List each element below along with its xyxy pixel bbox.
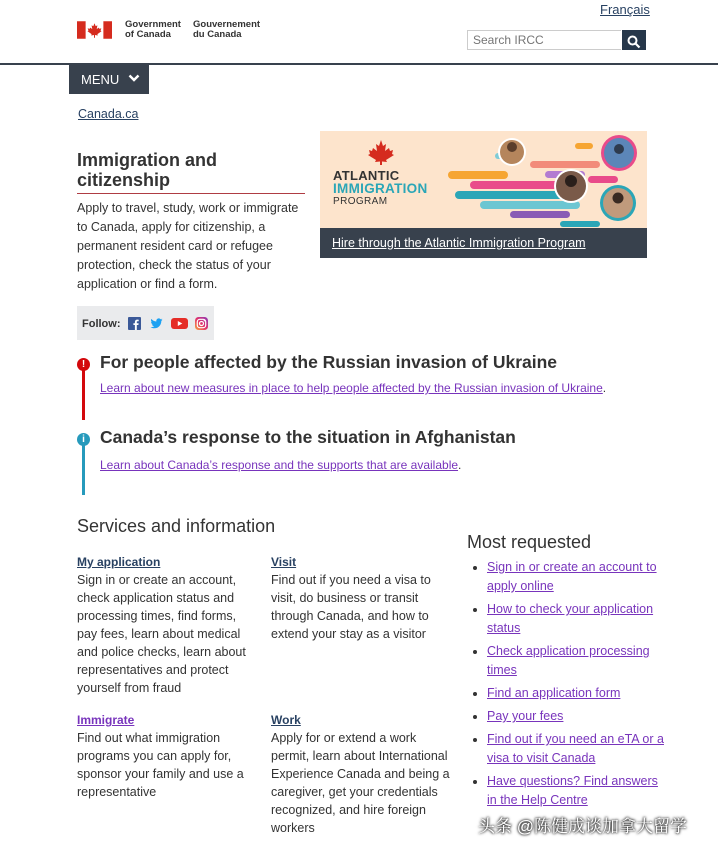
- visit-link[interactable]: Visit: [271, 555, 297, 569]
- banner-image: [320, 131, 647, 228]
- service-description: Find out if you need a visa to visit, do business or transit through Canada, and how to extend your stay as a visitor: [271, 573, 431, 641]
- check-status-link[interactable]: How to check your application status: [487, 602, 654, 635]
- search-button[interactable]: [622, 30, 646, 50]
- list-item: [487, 642, 667, 680]
- service-immigrate: [77, 711, 257, 801]
- application-form-link[interactable]: Find an application form: [487, 686, 621, 700]
- service-description: Find out what immigration programs you can apply for, sponsor your family and use a representative: [77, 731, 244, 799]
- language-toggle-link[interactable]: Français: [600, 2, 650, 17]
- social-follow-bar: [77, 306, 214, 340]
- atlantic-program-link[interactable]: Hire through the Atlantic Immigration Program: [332, 236, 586, 250]
- search-input[interactable]: [467, 30, 621, 50]
- alert-text: [100, 381, 606, 395]
- youtube-icon[interactable]: [171, 317, 188, 330]
- breadcrumb-home-link[interactable]: Canada.ca: [78, 107, 139, 121]
- pay-fees-link[interactable]: Pay your fees: [487, 709, 564, 723]
- alert-suffix: .: [602, 381, 607, 395]
- immigrate-link[interactable]: Immigrate: [77, 713, 135, 727]
- processing-times-link[interactable]: Check application processing times: [487, 644, 650, 677]
- facebook-icon[interactable]: [128, 317, 141, 330]
- alert-title: For people affected by the Russian invasion of Ukraine: [100, 352, 558, 372]
- menu-label: MENU: [81, 72, 120, 87]
- my-application-link[interactable]: My application: [77, 555, 161, 569]
- banner-line-1: ATLANTIC: [333, 168, 400, 183]
- title-underline: [77, 193, 305, 194]
- most-requested-list: [474, 558, 667, 814]
- afghanistan-response-link[interactable]: Learn about Canada’s response and the supports that are available: [100, 458, 459, 472]
- list-item: [487, 684, 667, 703]
- alert-text: [100, 458, 461, 472]
- list-item: [487, 707, 667, 726]
- list-item: [487, 730, 667, 768]
- chevron-down-icon: [128, 74, 140, 83]
- page-title: Immigration and citizenship: [77, 150, 218, 190]
- help-centre-link[interactable]: Have questions? Find answers in the Help Centre: [487, 774, 658, 807]
- follow-label: Follow:: [82, 318, 121, 330]
- menu-button[interactable]: [69, 65, 149, 94]
- service-description: Apply for or extend a work permit, learn about International Experience Canada and being a caregiver, get your credentials recognized, and hire foreign workers: [271, 731, 450, 835]
- instagram-icon[interactable]: [195, 317, 208, 330]
- intro-text: Apply to travel, study, work or immigrate to Canada, apply for citizenship, a permanent resident card or refugee protection, check the status of your application or find a form.: [77, 201, 299, 291]
- banner-line-2: IMMIGRATION: [333, 181, 428, 196]
- services-title: Services and information: [77, 516, 276, 536]
- eta-visa-link[interactable]: Find out if you need an eTA or a visa to visit Canada: [487, 732, 664, 765]
- canada-flag-icon: [77, 21, 112, 39]
- alert-title: Canada’s response to the situation in Afghanistan: [100, 427, 516, 447]
- alert-suffix: .: [458, 458, 462, 472]
- government-of-canada-logo[interactable]: [77, 19, 262, 43]
- service-my-application: [77, 553, 257, 697]
- search-icon: [627, 35, 641, 49]
- list-item: [487, 600, 667, 638]
- service-visit: [271, 553, 451, 643]
- gov-name-en: Government of Canada: [125, 19, 181, 40]
- most-requested-title: Most requested: [467, 532, 592, 552]
- list-item: [487, 772, 667, 810]
- alert-bar: [82, 366, 85, 420]
- info-icon: i: [77, 433, 90, 446]
- watermark: 头条 @陈健成谈加拿大留学: [478, 817, 687, 836]
- service-description: Sign in or create an account, check application status and processing times, find forms, pay fees, learn about medical and police checks, learn about representatives and protect yourself from fraud: [77, 573, 246, 695]
- banner-caption-bar: [320, 228, 647, 258]
- gov-name-fr: Gouvernement du Canada: [193, 19, 261, 40]
- alert-bar: [82, 441, 85, 495]
- ukraine-measures-link[interactable]: Learn about new measures in place to help people affected by the Russian invasion of Ukraine: [100, 381, 603, 395]
- work-link[interactable]: Work: [271, 713, 301, 727]
- sign-in-link[interactable]: Sign in or create an account to apply online: [487, 560, 657, 593]
- banner-line-3: PROGRAM: [333, 196, 388, 207]
- atlantic-immigration-banner[interactable]: [320, 131, 647, 258]
- twitter-icon[interactable]: [150, 317, 163, 330]
- warning-icon: !: [77, 358, 90, 371]
- list-item: [487, 558, 667, 596]
- service-work: [271, 711, 451, 837]
